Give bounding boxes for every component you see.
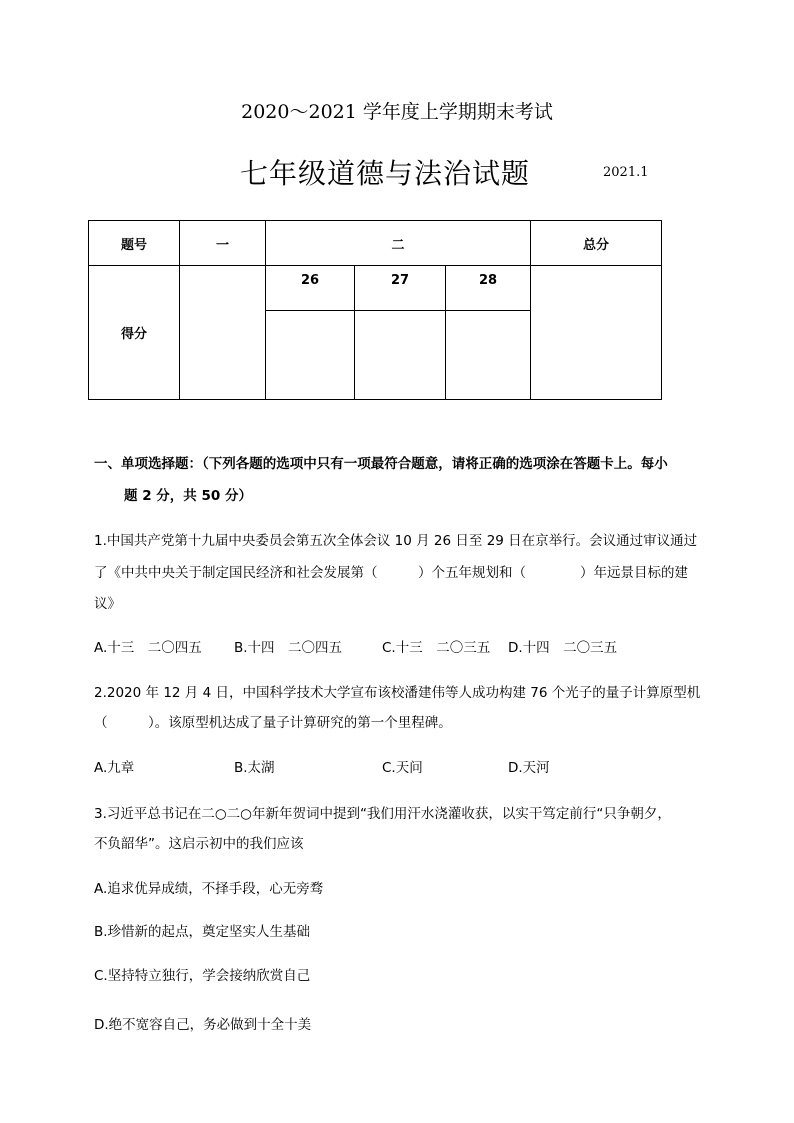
q3-option-b: B.珍惜新的起点，奠定坚实人生基础: [94, 924, 311, 940]
question-26-label: 26: [266, 266, 355, 311]
score-cell-27: [355, 311, 446, 400]
score-table: [88, 220, 662, 400]
score-cell-28: [446, 311, 531, 400]
q1-option-c: C.十三 二〇三五: [382, 640, 491, 656]
header-total: 总分: [531, 221, 662, 266]
exam-date: 2021.1: [603, 165, 649, 180]
q2-option-d: D.天河: [508, 760, 550, 776]
score-cell-total: [531, 266, 662, 400]
q3-option-c: C.坚持特立独行，学会接纳欣赏自己: [94, 968, 311, 984]
q2-option-a: A.九章: [94, 760, 135, 776]
q1-line2: 了《中共中央关于制定国民经济和社会发展第（ ）个五年规划和（ ）年远景目标的建: [94, 565, 688, 581]
question-28-label: 28: [446, 266, 531, 311]
q1-option-a: A.十三 二〇四五: [94, 640, 202, 656]
q3-line2: 不负韶华”。这启示初中的我们应该: [94, 836, 304, 852]
q2-option-b: B.太湖: [234, 760, 275, 776]
q3-option-d: D.绝不宽容自己，务必做到十全十美: [94, 1017, 312, 1033]
score-cell-part-one: [180, 266, 266, 400]
header-part-one: 一: [180, 221, 266, 266]
q1-option-d: D.十四 二〇三五: [508, 640, 618, 656]
q2-line1: 2.2020 年 12 月 4 日，中国科学技术大学宣布该校潘建伟等人成功构建 76 个光子的量子计算原型机: [94, 685, 701, 701]
score-cell-26: [266, 311, 355, 400]
question-27-label: 27: [355, 266, 446, 311]
q2-line2: （ ）。该原型机达成了量子计算研究的第一个里程碑。: [94, 715, 452, 731]
row-score-label: 得分: [89, 266, 180, 400]
header-part-two: 二: [266, 221, 531, 266]
q1-option-b: B.十四 二〇四五: [234, 640, 343, 656]
q1-line1: 1.中国共产党第十九届中央委员会第五次全体会议 10 月 26 日至 29 日在京举行。会议通过审议通过: [94, 533, 698, 549]
exam-year-heading: 2020～2021 学年度上学期期末考试: [241, 101, 553, 123]
q2-option-c: C.天问: [382, 760, 423, 776]
q3-line1: 3.习近平总书记在二○二○年新年贺词中提到“我们用汗水浇灌收获，以实干笃定前行“只争朝夕，: [94, 806, 671, 822]
section-one-instructions-line2: 题 2 分，共 50 分）: [124, 488, 252, 504]
q1-line3: 议》: [94, 596, 121, 612]
exam-title: 七年级道德与法治试题: [240, 157, 531, 190]
q3-option-a: A.追求优异成绩，不择手段，心无旁骛: [94, 881, 324, 897]
section-one-instructions-line1: 一、单项选择题：（下列各题的选项中只有一项最符合题意，请将正确的选项涂在答题卡上。每小: [94, 456, 668, 472]
header-question-number: 题号: [89, 221, 180, 266]
